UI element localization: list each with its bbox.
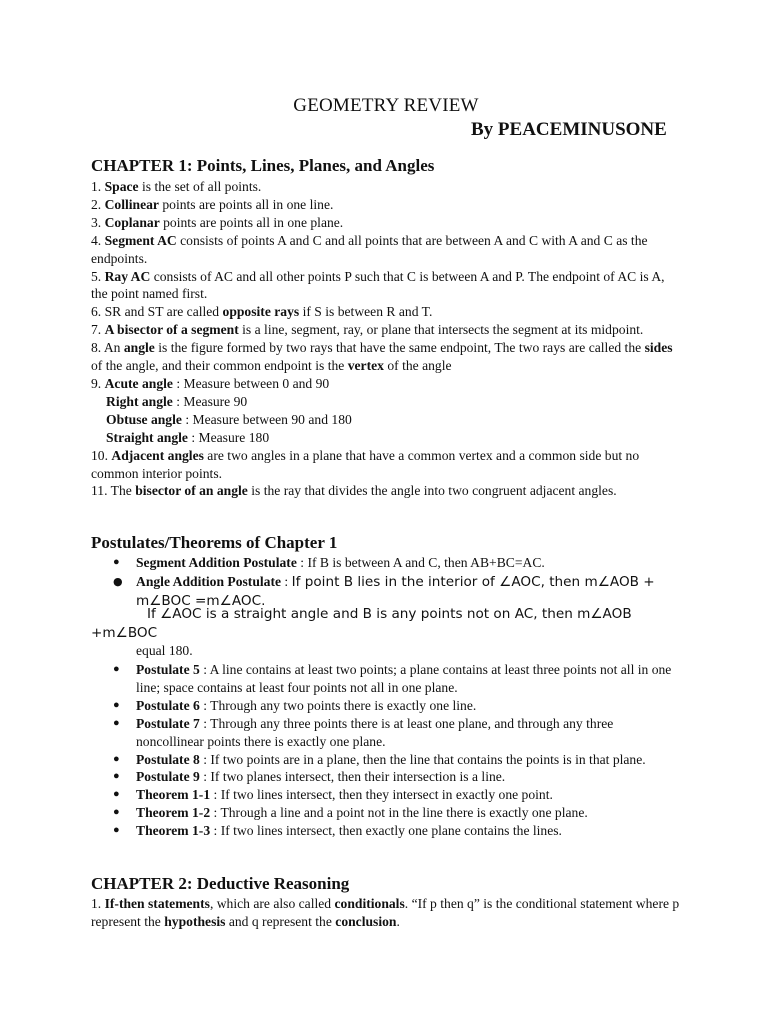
definition-item: 6. SR and ST are called opposite rays if S is between R and T. — [91, 304, 433, 320]
angle-type-item: Right angle : Measure 90 — [106, 393, 248, 409]
definition-item: 4. Segment AC consists of points A and C and all points that are between A and C with A and C as the endpoints. — [91, 232, 648, 266]
list-item: ● Postulate 5 : A line contains at least two points; a plane contains at least three points not all in one line; space contains at least four points not all in one plane. — [113, 662, 672, 695]
list-item: ● Postulate 8 : If two points are in a plane, then the line that contains the points is in that plane. — [113, 751, 646, 767]
postulates-heading: Postulates/Theorems of Chapter 1 — [91, 533, 338, 552]
postulates-theorems-list — [91, 661, 683, 840]
author-byline: By PEACEMINUSONE — [471, 119, 667, 140]
list-item: ● Segment Addition Postulate : If B is between A and C, then AB+BC=AC. — [113, 555, 545, 570]
angle-addition-continuation: If ∠AOC is a straight angle and B is any points not on AC, then m∠AOB +m∠BOC — [91, 606, 632, 641]
definition-item: 1. If-then statements, which are also called conditionals. “If p then q” is the conditional statement where p represent the hypothesis and q represent the conclusion. — [91, 896, 680, 929]
angle-addition-end: equal 180. — [136, 643, 193, 658]
postulates-list — [91, 554, 683, 611]
list-item: ● Theorem 1-2 : Through a line and a point not in the line there is exactly one plane. — [113, 805, 588, 821]
list-item: ● Theorem 1-1 : If two lines intersect, then they intersect in exactly one point. — [113, 787, 553, 803]
list-item: ● Postulate 7 : Through any three points there is at least one plane, and through any three noncollinear points there is exactly one plane. — [113, 715, 614, 749]
definition-item: 7. A bisector of a segment is a line, segment, ray, or plane that intersects the segment at its midpoint. — [91, 322, 644, 338]
bullet-icon: ● — [113, 574, 123, 588]
definition-item: 3. Coplanar points are points all in one plane. — [91, 214, 344, 230]
list-item: ● Theorem 1-3 : If two lines intersect, then exactly one plane contains the lines. — [113, 823, 562, 839]
list-item: ● Postulate 6 : Through any two points there is exactly one line. — [113, 697, 477, 713]
definition-item: 1. Space is the set of all points. — [91, 179, 262, 194]
document-title: GEOMETRY REVIEW — [293, 95, 479, 116]
list-item: ● Postulate 9 : If two planes intersect, then their intersection is a line. — [113, 769, 506, 785]
angle-type-item: Straight angle : Measure 180 — [106, 429, 270, 445]
bullet-icon: ● — [113, 770, 120, 783]
definition-item: 2. Collinear points are points all in one line. — [91, 196, 334, 212]
definition-item: 8. An angle is the figure formed by two rays that have the same endpoint, The two rays are called the sides of the angle, and their common endpoint is the vertex of the angle — [91, 340, 673, 374]
definition-item: 5. Ray AC consists of AC and all other points P such that C is between A and P. The endpoint of AC is A, the point named first. — [91, 268, 665, 302]
definition-item: 11. The bisector of an angle is the ray that divides the angle into two congruent adjacent angles. — [91, 483, 617, 499]
bullet-icon: ● — [113, 824, 120, 837]
bullet-icon: ● — [113, 788, 120, 801]
bullet-icon: ● — [113, 556, 120, 568]
list-item: ● Angle Addition Postulate : If point B lies in the interior of ∠AOC, then m∠AOB + m∠BOC =m∠AOC. — [113, 573, 655, 609]
bullet-icon: ● — [113, 752, 120, 765]
angle-type-item: Obtuse angle : Measure between 90 and 180 — [106, 411, 352, 427]
bullet-icon: ● — [113, 806, 120, 819]
bullet-icon: ● — [113, 716, 120, 729]
definition-item: 10. Adjacent angles are two angles in a plane that have a common vertex and a common side but no common interior points. — [91, 447, 640, 481]
bullet-icon: ● — [113, 663, 120, 675]
chapter-1-heading: CHAPTER 1: Points, Lines, Planes, and Angles — [91, 156, 435, 175]
angle-type-item: 9. Acute angle : Measure between 0 and 90 — [91, 375, 330, 391]
chapter-1-definitions — [91, 178, 683, 500]
bullet-icon: ● — [113, 698, 120, 711]
chapter-2-definitions — [91, 895, 683, 931]
chapter-2-heading: CHAPTER 2: Deductive Reasoning — [91, 874, 350, 893]
